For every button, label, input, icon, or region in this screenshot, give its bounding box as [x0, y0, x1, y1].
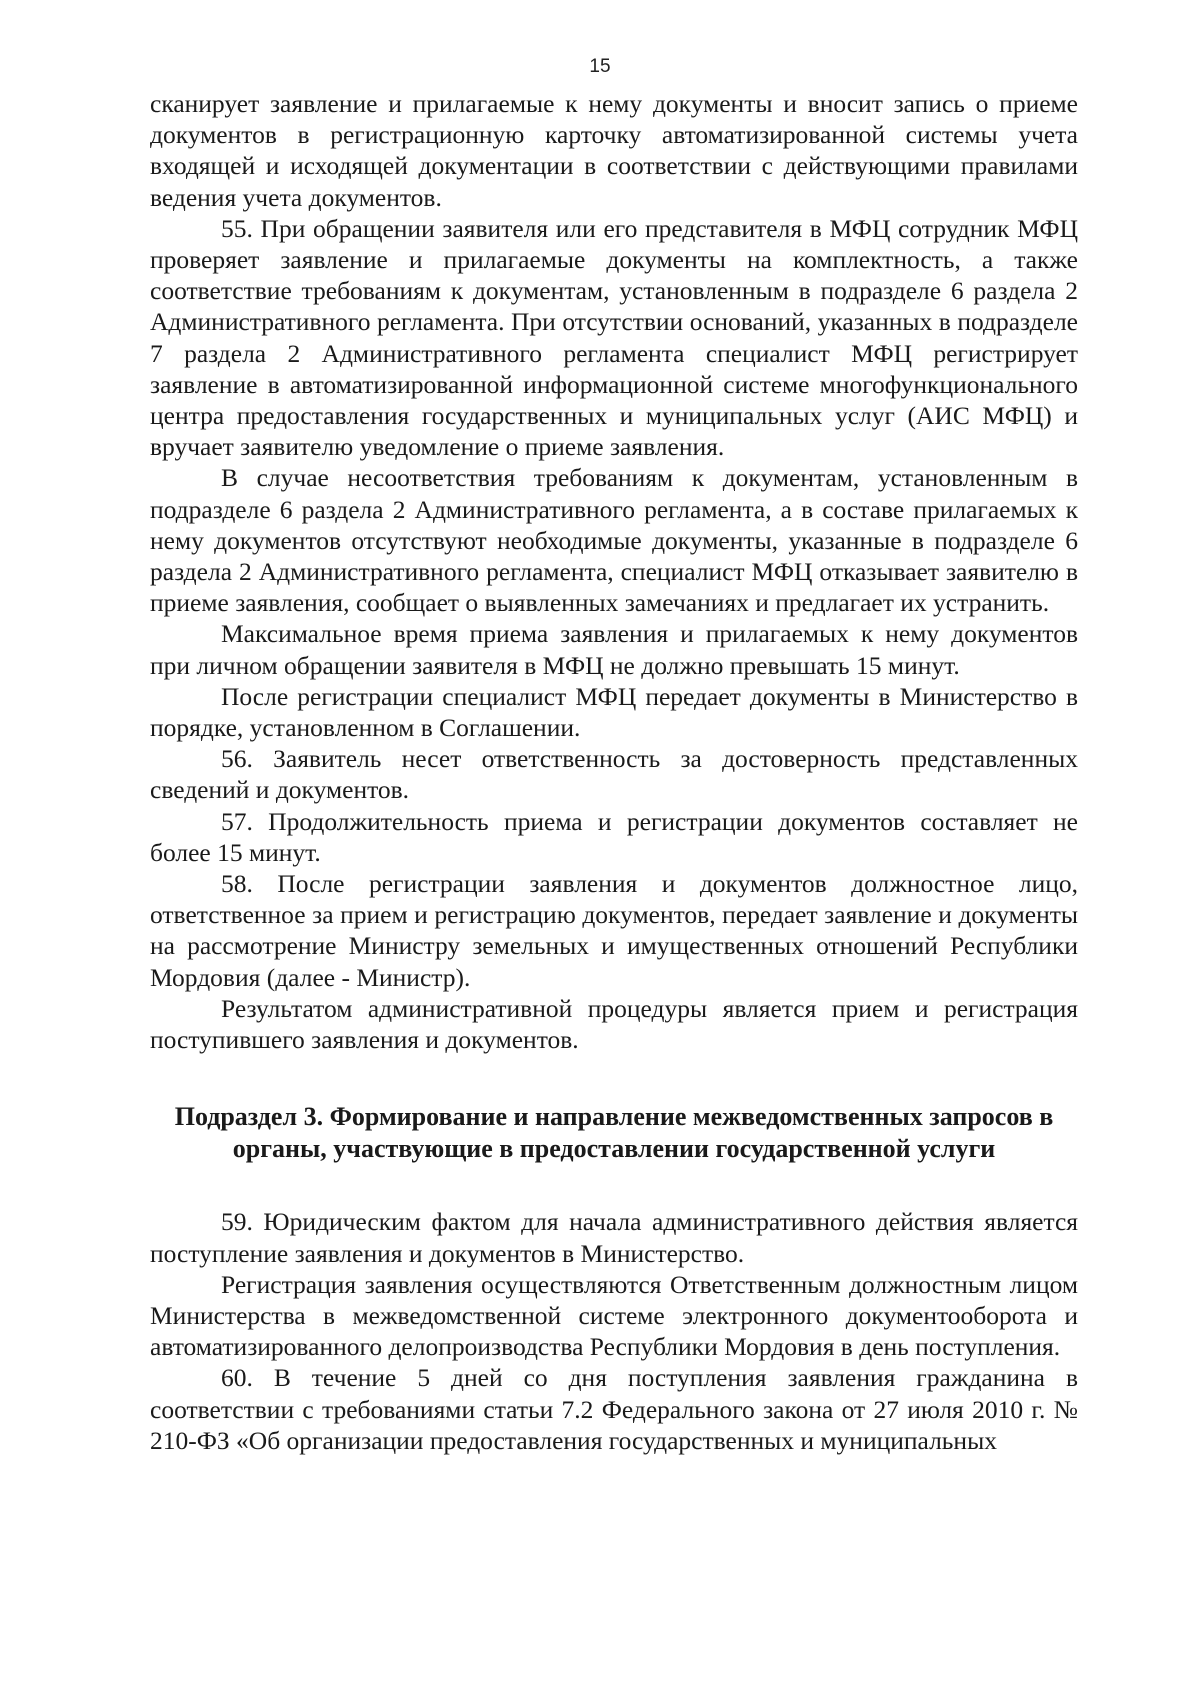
section-heading: Подраздел 3. Формирование и направление межведомственных запросов в органы, участвующие в предоставлении государственной услуги [174, 1102, 1054, 1163]
document-body [150, 88, 1078, 1456]
paragraph-mismatch: В случае несоответствия требованиям к документам, установленным в подразделе 6 раздела 2 Административного регламента, а в составе прилагаемых к нему документов отсутствуют необходимые документы, указанные в подразделе 6 раздела 2 Административного регламента, специалист МФЦ отказывает заявителю в приеме заявления, сообщает о выявленных замечаниях и предлагает их устранить. [150, 463, 1078, 618]
paragraph-registration: Регистрация заявления осуществляются Ответственным должностным лицом Министерства в межведомственной системе электронного документооборота и автоматизированного делопроизводства Республики Мордовия в день поступления. [150, 1269, 1078, 1362]
paragraph-continuation: сканирует заявление и прилагаемые к нему документы и вносит запись о приеме документов в регистрационную карточку автоматизированной системы учета входящей и исходящей документации в соответствии с действующими правилами ведения учета документов. [150, 89, 1078, 212]
paragraph-55: 55. При обращении заявителя или его представителя в МФЦ сотрудник МФЦ проверяет заявление и прилагаемые документы на комплектность, а также соответствие требованиям к документам, установленным в подразделе 6 раздела 2 Административного регламента. При отсутствии оснований, указанных в подразделе 7 раздела 2 Административного регламента специалист МФЦ регистрирует заявление в автоматизированной информационной системе многофункционального центра предоставления государственных и муниципальных услуг (АИС МФЦ) и вручает заявителю уведомление о приеме заявления. [150, 213, 1078, 462]
paragraph-57: 57. Продолжительность приема и регистрации документов составляет не более 15 минут. [150, 806, 1078, 867]
paragraph-58: 58. После регистрации заявления и документов должностное лицо, ответственное за прием и регистрацию документов, передает заявление и документы на рассмотрение Министру земельных и имущественных отношений Республики Мордовия (далее - Министр). [150, 869, 1078, 992]
paragraph-max-time: Максимальное время приема заявления и прилагаемых к нему документов при личном обращении заявителя в МФЦ не должно превышать 15 минут. [150, 619, 1078, 680]
paragraph-59: 59. Юридическим фактом для начала административного действия является поступление заявления и документов в Министерство. [150, 1207, 1078, 1268]
paragraph-60: 60. В течение 5 дней со дня поступления заявления гражданина в соответствии с требованиями статьи 7.2 Федерального закона от 27 июля 2010 г. № 210-ФЗ «Об организации предоставления государственных и муниципальных [150, 1363, 1078, 1455]
paragraph-56: 56. Заявитель несет ответственность за достоверность представленных сведений и документов. [150, 744, 1078, 805]
page-number: 15 [589, 56, 611, 77]
paragraph-result: Результатом административной процедуры является прием и регистрация поступившего заявления и документов. [150, 993, 1078, 1055]
paragraph-after-registration: После регистрации специалист МФЦ передает документы в Министерство в порядке, установленном в Соглашении. [150, 681, 1078, 743]
